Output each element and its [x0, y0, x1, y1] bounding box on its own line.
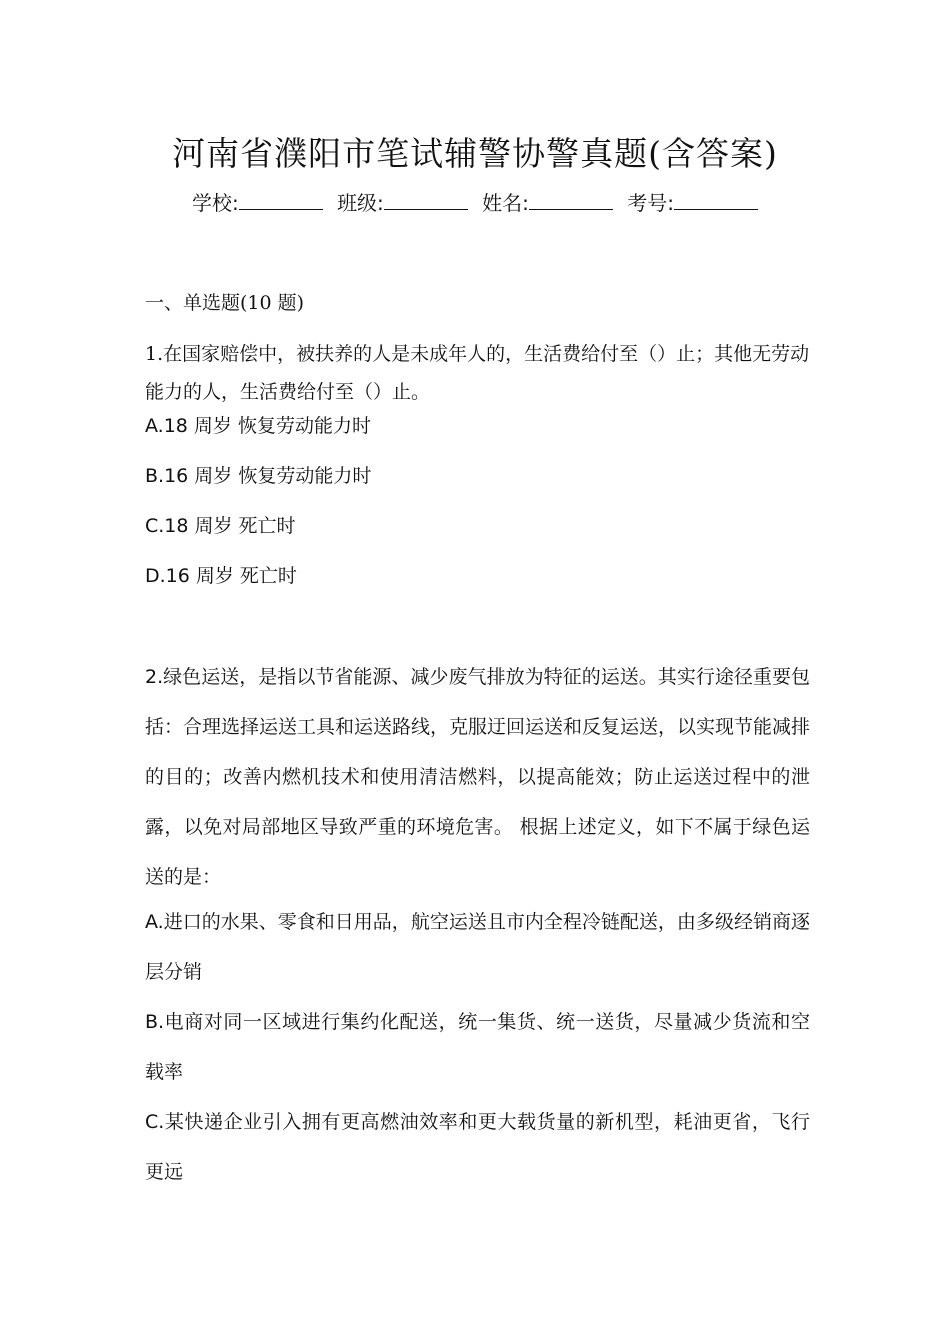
school-field	[192, 191, 323, 215]
student-info-line	[0, 187, 950, 216]
school-blank[interactable]	[239, 191, 323, 210]
question-2-option-c[interactable]: C.某快递企业引入拥有更高燃油效率和更大载货量的新机型，耗油更省，飞行更远	[145, 1111, 810, 1183]
question-1-option-a[interactable]: A.18 周岁 恢复劳动能力时	[145, 415, 371, 437]
question-2-option-b[interactable]: B.电商对同一区域进行集约化配送，统一集货、统一送货，尽量减少货流和空载率	[145, 1011, 810, 1083]
class-blank[interactable]	[384, 191, 468, 210]
class-field	[337, 191, 468, 215]
name-field	[482, 191, 613, 215]
question-1-stem: 1.在国家赔偿中，被扶养的人是未成年人的，生活费给付至（）止；其他无劳动能力的人，生活费给付至（）止。	[145, 343, 810, 403]
school-label: 学校:	[191, 191, 239, 215]
question-1-option-b[interactable]: B.16 周岁 恢复劳动能力时	[145, 465, 372, 487]
question-1-option-d[interactable]: D.16 周岁 死亡时	[145, 565, 297, 587]
question-2-stem: 2.绿色运送，是指以节省能源、减少废气排放为特征的运送。其实行途径重要包括：合理选择运送工具和运送路线，克服迂回运送和反复运送，以实现节能减排的目的；改善内燃机技术和使用清洁燃料，以提高能效；防止运送过程中的泄露，以免对局部地区导致严重的环境危害。 根据上述定义，如下不属于绿色运送的是：	[145, 666, 811, 888]
name-blank[interactable]	[529, 191, 613, 210]
exam-number-label: 考号:	[627, 191, 675, 215]
question-2-option-a[interactable]: A.进口的水果、零食和日用品，航空运送且市内全程冷链配送，由多级经销商逐层分销	[145, 911, 810, 983]
name-label: 姓名:	[482, 191, 529, 215]
document-title: 河南省濮阳市笔试辅警协警真题(含答案)	[172, 134, 778, 173]
section-heading: 一、单选题(10 题)	[145, 292, 305, 314]
question-1-option-c[interactable]: C.18 周岁 死亡时	[145, 515, 296, 537]
exam-number-blank[interactable]	[674, 191, 758, 210]
exam-number-field	[627, 191, 758, 215]
class-label: 班级:	[337, 191, 384, 215]
